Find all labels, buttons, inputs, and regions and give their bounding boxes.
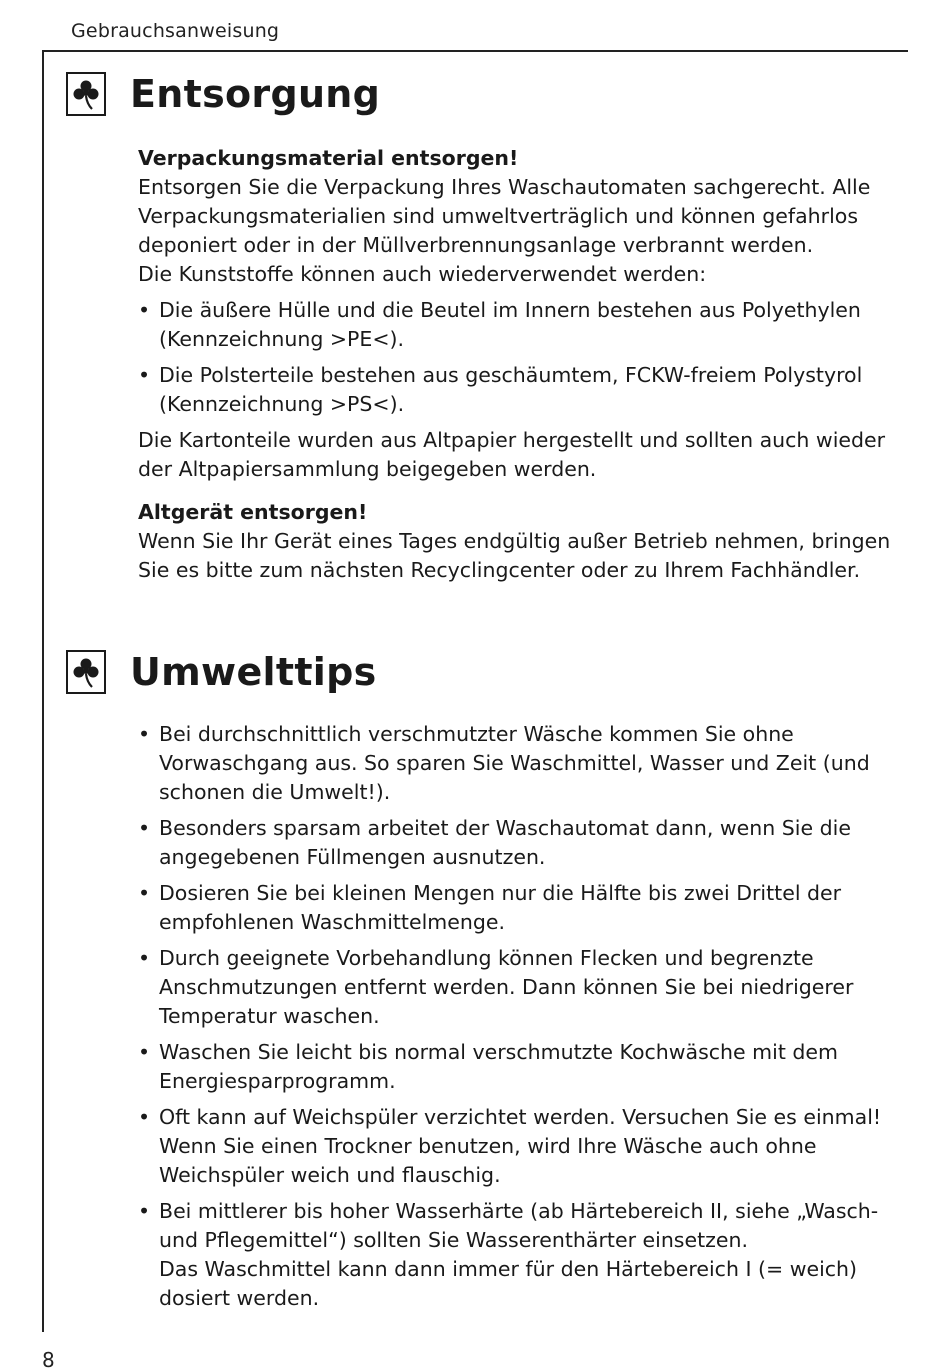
page-number: 8 [42, 1348, 55, 1372]
list-item: • Durch geeignete Vorbehandlung können Flecken und begrenzte Anschmutzungen entfernt werden. Dann können Sie bei niedrigerer Temperatur waschen. [138, 944, 898, 1031]
list-item: • Oft kann auf Weichspüler verzichtet werden. Versuchen Sie es einmal! Wenn Sie einen Trockner benutzen, wird Ihre Wäsche auch ohne Weichspüler weich und flauschig. [138, 1103, 898, 1190]
cardboard-text: Die Kartonteile wurden aus Altpapier hergestellt und sollten auch wieder der Altpapiersammlung beigegeben werden. [138, 428, 886, 481]
old-appliance-heading: Altgerät entsorgen! [138, 500, 368, 524]
plastics-intro: Die Kunststoffe können auch wiederverwendet werden: [138, 262, 707, 286]
tips-list [138, 720, 898, 1313]
packaging-text: Entsorgen Sie die Verpackung Ihres Waschautomaten sachgerecht. Alle Verpackungsmaterialien sind umweltverträglich und können gefahrlos deponiert oder in der Müllverbrennungsanlage verbrannt werden. [138, 175, 871, 257]
section-title-tips: Umwelttips [130, 650, 377, 694]
old-appliance-text: Wenn Sie Ihr Gerät eines Tages endgültig außer Betrieb nehmen, bringen Sie es bitte zum nächsten Recyclingcenter oder zu Ihrem Fachhändler. [138, 529, 891, 582]
section-heading-tips [66, 650, 377, 694]
packaging-heading: Verpackungsmaterial entsorgen! [138, 146, 519, 170]
header-rule [42, 50, 908, 52]
list-item: • Besonders sparsam arbeitet der Waschautomat dann, wenn Sie die angegebenen Füllmengen ausnutzen. [138, 814, 898, 872]
list-item: • Die Polsterteile bestehen aus geschäumtem, FCKW-freiem Polystyrol (Kennzeichnung >PS<). [138, 361, 898, 419]
list-item: • Waschen Sie leicht bis normal verschmutzte Kochwäsche mit dem Energiesparprogramm. [138, 1038, 898, 1096]
section-title-disposal: Entsorgung [130, 72, 381, 116]
list-item: • Dosieren Sie bei kleinen Mengen nur die Hälfte bis zwei Drittel der empfohlenen Waschmittelmenge. [138, 879, 898, 937]
disposal-content [138, 144, 898, 585]
tips-content [138, 720, 898, 1320]
list-item [138, 1197, 898, 1313]
water-hardness-tip: Bei mittlerer bis hoher Wasserhärte (ab Härtebereich II, siehe „Wasch- und Pflegemittel“) sollten Sie Wasserenthärter einsetzen. [159, 1199, 879, 1252]
running-title: Gebrauchsanweisung [71, 20, 280, 42]
clover-icon [66, 650, 106, 694]
section-heading-disposal [66, 72, 380, 116]
list-item: • Die äußere Hülle und die Beutel im Innern bestehen aus Polyethylen (Kennzeichnung >PE<). [138, 296, 898, 354]
clover-icon [66, 72, 106, 116]
plastics-list [138, 296, 898, 419]
water-hardness-note: Das Waschmittel kann dann immer für den Härtebereich I (= weich) dosiert werden. [159, 1257, 858, 1310]
margin-rule [42, 50, 44, 1332]
list-item: • Bei durchschnittlich verschmutzter Wäsche kommen Sie ohne Vorwaschgang aus. So sparen Sie Waschmittel, Wasser und Zeit (und schonen die Umwelt!). [138, 720, 898, 807]
